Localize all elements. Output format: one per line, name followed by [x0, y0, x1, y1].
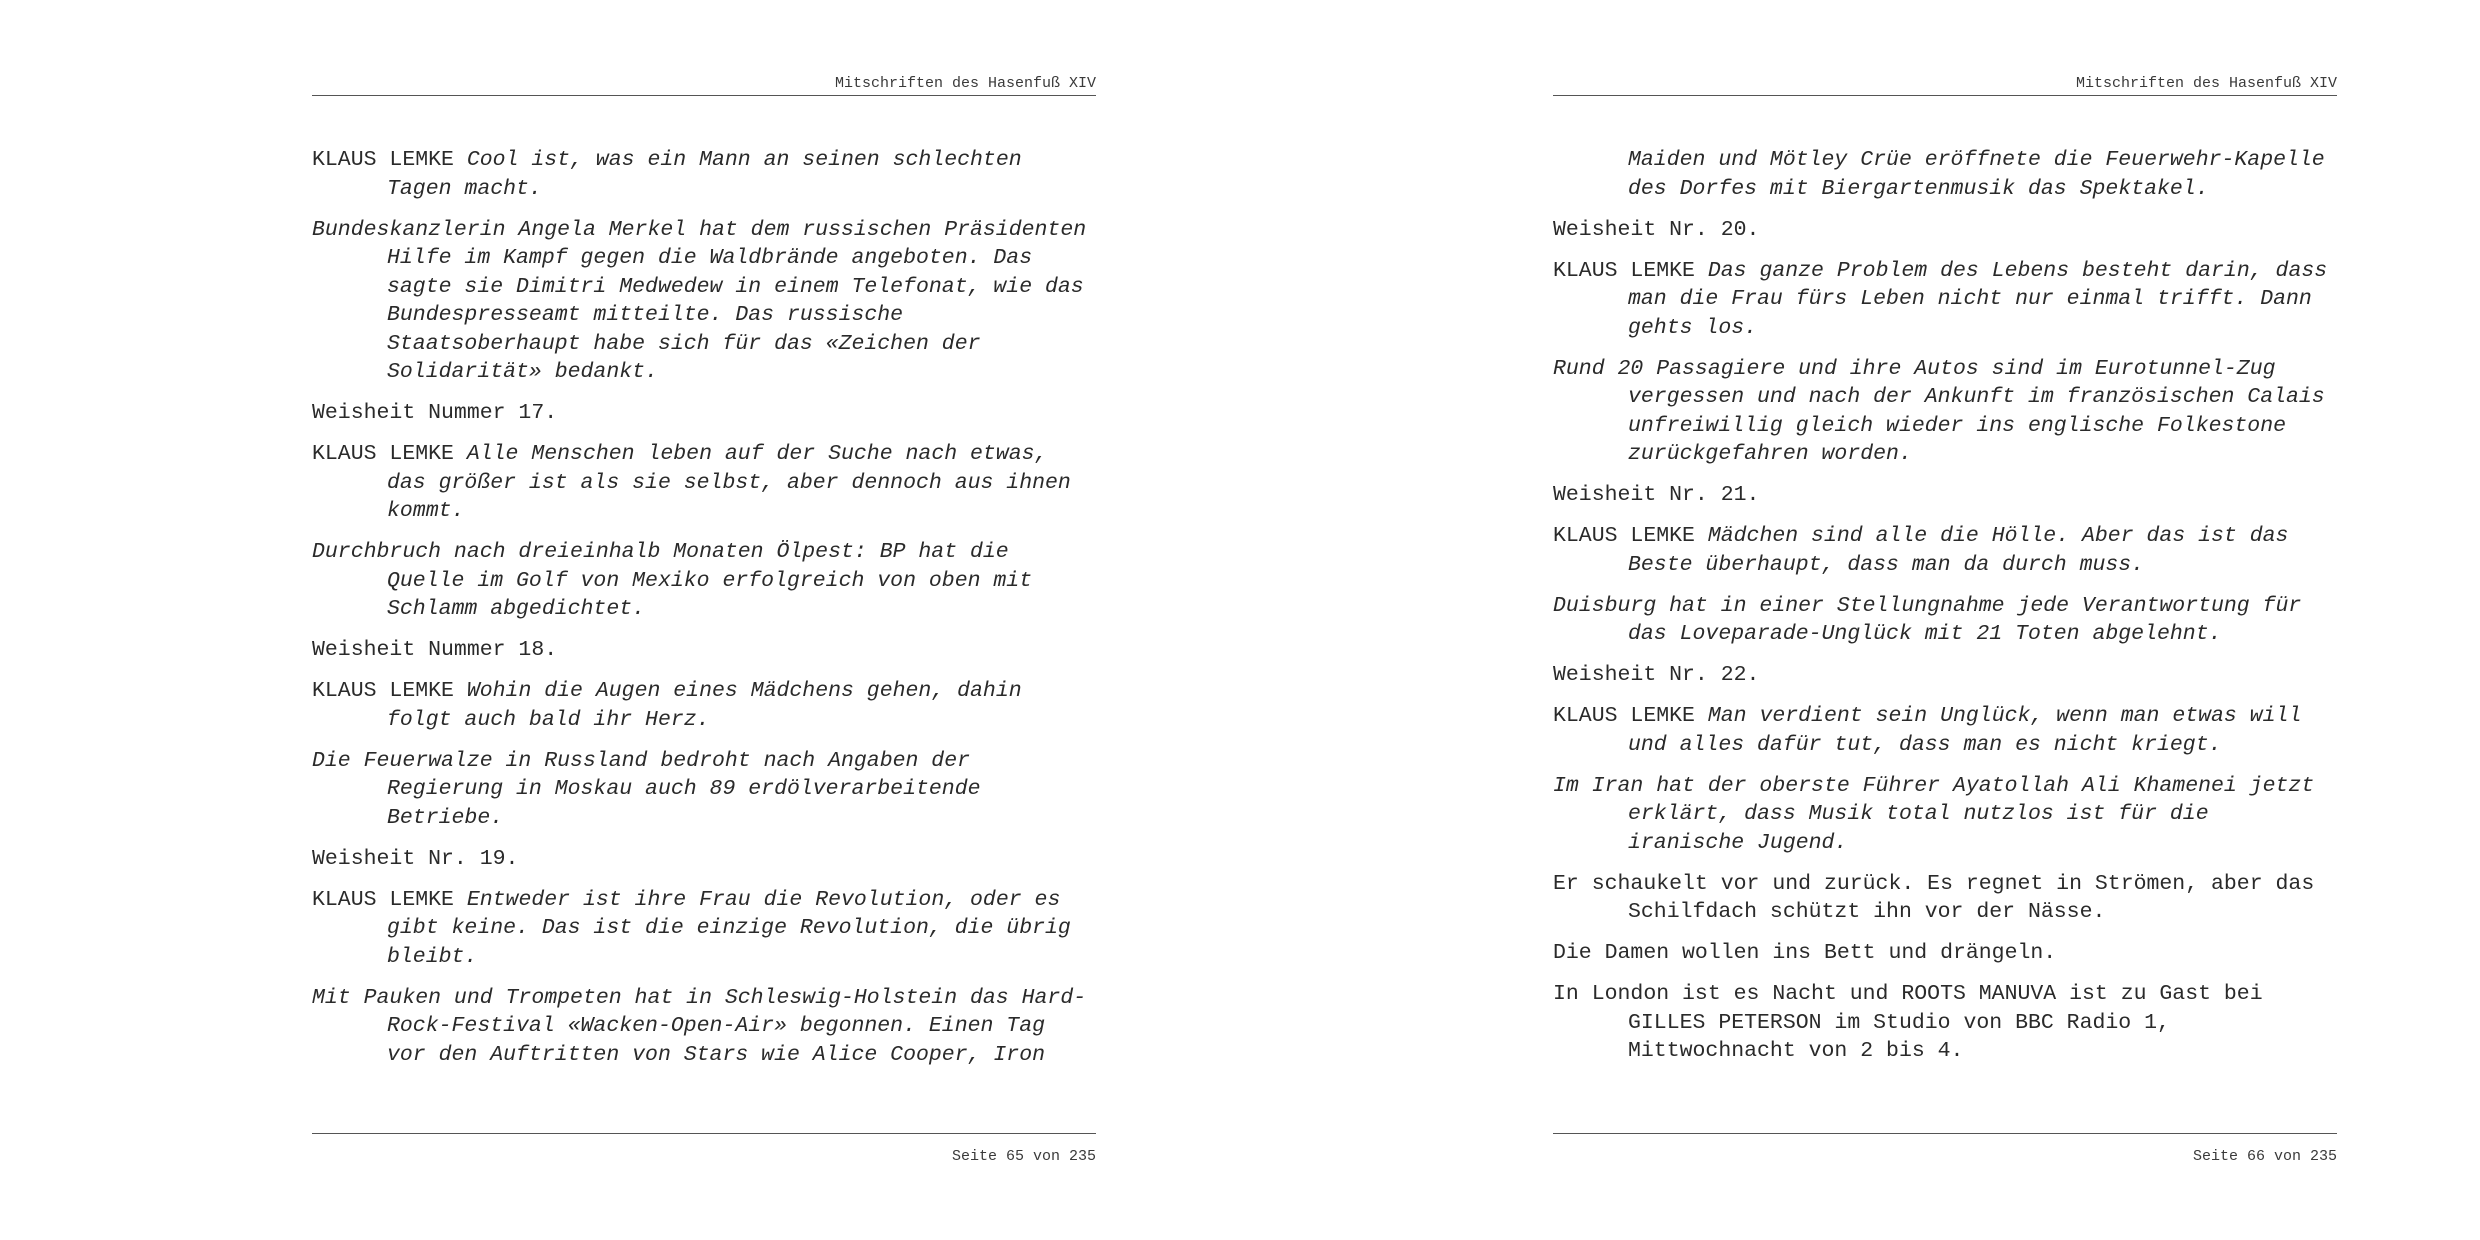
paragraph: Die Feuerwalze in Russland bedroht nach Angaben der Regierung in Moskau auch 89 erdölverarbeitende Betriebe.	[312, 748, 981, 830]
paragraph: Mit Pauken und Trompeten hat in Schleswig-Holstein das Hard-Rock-Festival «Wacken-Open-Air» begonnen. Einen Tag vor den Auftritten von Stars wie Alice Cooper, Iron	[312, 985, 1087, 1067]
paragraph: Maiden und Mötley Crüe eröffnete die Feuerwehr-Kapelle des Dorfes mit Biergartenmusik das Spektakel.	[1628, 148, 2325, 201]
left-footer-rule	[312, 1133, 1096, 1134]
paragraph: KLAUS LEMKE Das ganze Problem des Lebens besteht darin, dass man die Frau fürs Leben nicht nur einmal trifft. Dann gehts los.	[1553, 258, 2328, 340]
paragraph: Weisheit Nr. 19.	[312, 846, 519, 871]
paragraph: KLAUS LEMKE Man verdient sein Unglück, wenn man etwas will und alles dafür tut, dass man es nicht kriegt.	[1553, 704, 2302, 757]
paragraph: Weisheit Nr. 22.	[1553, 663, 1760, 687]
right-page-header: Mitschriften des Hasenfuß XIV	[1553, 74, 2337, 96]
right-page-body	[1553, 146, 2337, 1078]
right-page-number: Seite 66 von 235	[2192, 1148, 2337, 1165]
left-page-body	[312, 146, 1096, 1082]
left-page-number: Seite 65 von 235	[951, 1148, 1096, 1165]
paragraph: Bundeskanzlerin Angela Merkel hat dem russischen Präsidenten Hilfe im Kampf gegen die Waldbrände angeboten. Das sagte sie Dimitri Medwedew in einem Telefonat, wie das Bundespresseamt mitteilte. Das russische Staatsoberhaupt habe sich für das «Zeichen der Solidarität» bedankt.	[312, 217, 1087, 384]
paragraph: Weisheit Nummer 18.	[312, 638, 558, 662]
paragraph: Weisheit Nummer 17.	[312, 401, 558, 425]
paragraph: Im Iran hat der oberste Führer Ayatollah Ali Khamenei jetzt erklärt, dass Musik total nutzlos ist für die iranische Jugend.	[1553, 773, 2315, 855]
paragraph: Weisheit Nr. 20.	[1553, 217, 1760, 242]
paragraph: Rund 20 Passagiere und ihre Autos sind im Eurotunnel-Zug vergessen und nach der Ankunft im französischen Calais unfreiwillig gleich wieder ins englische Folkestone zurückgefahren worden.	[1553, 356, 2325, 466]
paragraph: KLAUS LEMKE Alle Menschen leben auf der Suche nach etwas, das größer ist als sie selbst, aber dennoch aus ihnen kommt.	[312, 442, 1071, 523]
right-footer-rule	[1553, 1133, 2337, 1134]
paragraph: KLAUS LEMKE Wohin die Augen eines Mädchens gehen, dahin folgt auch bald ihr Herz.	[312, 679, 1022, 732]
left-page	[312, 0, 1096, 1240]
left-page-header: Mitschriften des Hasenfuß XIV	[312, 74, 1096, 96]
paragraph: In London ist es Nacht und ROOTS MANUVA ist zu Gast bei GILLES PETERSON im Studio von BBC Radio 1, Mittwochnacht von 2 bis 4.	[1553, 982, 2263, 1063]
right-page	[1553, 0, 2337, 1240]
paragraph: KLAUS LEMKE Mädchen sind alle die Hölle. Aber das ist das Beste überhaupt, dass man da durch muss.	[1553, 524, 2289, 577]
paragraph: KLAUS LEMKE Entweder ist ihre Frau die Revolution, oder es gibt keine. Das ist die einzige Revolution, die übrig bleibt.	[312, 887, 1071, 969]
paragraph: Er schaukelt vor und zurück. Es regnet in Strömen, aber das Schilfdach schützt ihn vor der Nässe.	[1553, 871, 2315, 924]
paragraph: Weisheit Nr. 21.	[1553, 483, 1760, 507]
paragraph: KLAUS LEMKE Cool ist, was ein Mann an seinen schlechten Tagen macht.	[312, 148, 1022, 201]
paragraph: Duisburg hat in einer Stellungnahme jede Verantwortung für das Loveparade-Unglück mit 21 Toten abgelehnt.	[1553, 593, 2302, 646]
paragraph: Durchbruch nach dreieinhalb Monaten Ölpest: BP hat die Quelle im Golf von Mexiko erfolgreich von oben mit Schlamm abgedichtet.	[312, 540, 1033, 621]
paragraph: Die Damen wollen ins Bett und drängeln.	[1553, 941, 2057, 965]
